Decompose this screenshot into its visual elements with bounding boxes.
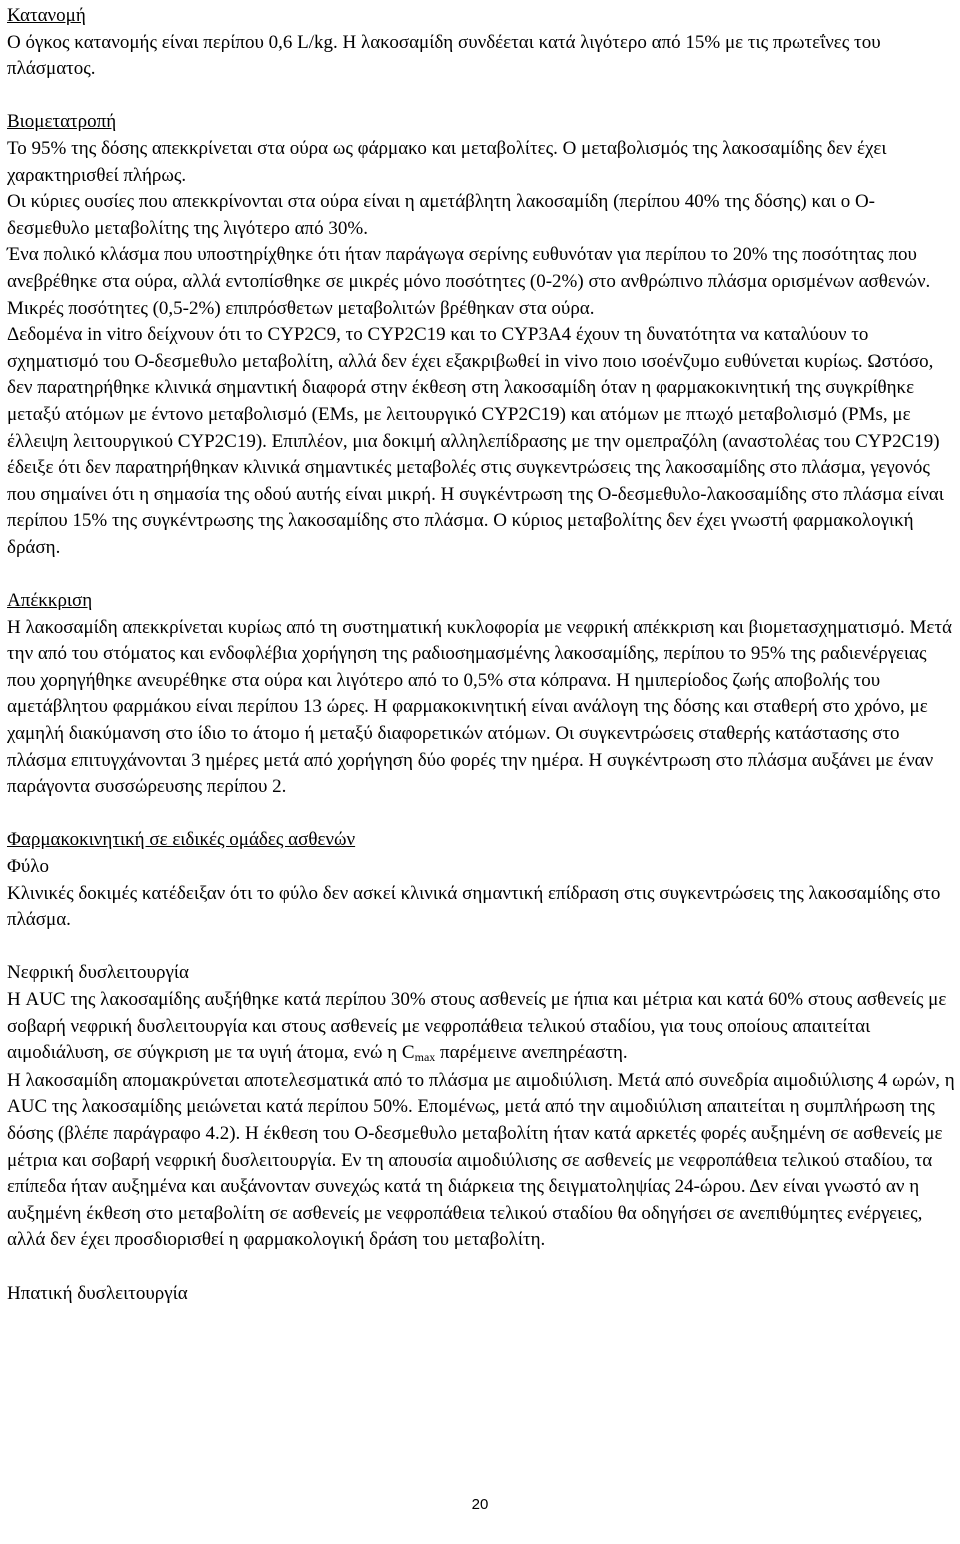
biotransformation-paragraph-3: Ένα πολικό κλάσμα που υποστηρίχθηκε ότι ήταν παράγωγα σερίνης ευθυνόταν για περίπου το 20% της ποσότητας που ανεβρέθηκε στα ούρα, αλλά εντοπίσθηκε σε μικρές μόνο ποσότητες (0-2%) στο ανθρώπινο πλάσμα ορισμένων ασθενών. Μικρές ποσότητες (0,5-2%) επιπρόσθετων μεταβολιτών βρέθηκαν στα ούρα. [7, 244, 931, 319]
distribution-paragraph: Ο όγκος κατανομής είναι περίπου 0,6 L/kg. Η λακοσαμίδη συνδέεται κατά λιγότερο από 15% με τις πρωτεΐνες του πλάσματος. [7, 31, 881, 80]
subheading-renal: Νεφρική δυσλειτουργία [7, 962, 189, 984]
renal-paragraph-1-text: Η AUC της λακοσαμίδης αυξήθηκε κατά περίπου 30% στους ασθενείς με ήπια και μέτρια και κατά 60% στους ασθενείς με σοβαρή νεφρική δυσλειτουργία και στους ασθενείς με νεφροπάθεια τελικού σταδίου, για τους οποίους απαιτείται αιμοδιάλυση, σε σύγκριση με τα υγιή άτομα, ενώ η C [7, 988, 947, 1064]
section-heading-biotransformation: Βιομετατροπή [7, 111, 117, 133]
elimination-paragraph: Η λακοσαμίδη απεκκρίνεται κυρίως από τη συστηματική κυκλοφορία με νεφρική απέκκριση και βιομετασχηματισμό. Μετά την από του στόματος και ενδοφλέβια χορήγηση της ραδιοσημασμένης λακοσαμίδης, περίπου το 95% της ραδιενέργειας που χορηγήθηκε ανευρέθηκε στα ούρα και λιγότερο από το 0,5% στα κόπρανα. Η ημιπερίοδος ζωής αποβολής του αμετάβλητου φαρμάκου είναι περίπου 13 ώρες. Η φαρμακοκινητική είναι ανάλογη της δόσης και σταθερή στο χρόνο, με χαμηλή διακύμανση στο ίδιο το άτομο ή μεταξύ διαφορετικών ατόμων. Οι συγκεντρώσεις σταθερής κατάστασης στο πλάσμα επιτυγχάνονται 3 ημέρες μετά από χορήγηση δύο φορές την ημέρα. Η συγκέντρωση στο πλάσμα αυξάνει με έναν παράγοντα συσσώρευσης περίπου 2. [7, 616, 952, 798]
page-number: 20 [471, 1496, 489, 1513]
biotransformation-paragraph-2: Οι κύριες ουσίες που απεκκρίνονται στα ούρα είναι η αμετάβλητη λακοσαμίδη (περίπου 40% της δόσης) και ο O-δεσμεθυλο μεταβολίτης της λιγότερο από 30%. [7, 191, 875, 239]
biotransformation-paragraph-4: Δεδομένα in vitro δείχνουν ότι το CYP2C9, το CYP2C19 και το CYP3A4 έχουν τη δυνατότητα να καταλύουν το σχηματισμό του O-δεσμεθυλο μεταβολίτη, αλλά δεν έχει εξακριβωθεί in vivo ποιο ισοένζυμο ευθύνεται κυρίως. Ωστόσο, δεν παρατηρήθηκε κλινικά σημαντική διαφορά στην έκθεση στη λακοσαμίδη όταν η φαρμακοκινητική της συγκρίθηκε μεταξύ ατόμων με έντονο μεταβολισμό (EMs, με λειτουργικό CYP2C19) και ατόμων με πτωχό μεταβολισμό (PMs, με έλλειψη λειτουργικού CYP2C19). Επιπλέον, μια δοκιμή αλληλεπίδρασης με την ομεπραζόλη (αναστολέας του CYP2C19) έδειξε ότι δεν παρατηρήθηκαν κλινικά σημαντικές μεταβολές στις συγκεντρώσεις της λακοσαμίδης στο πλάσμα, γεγονός που σημαίνει ότι η σημασία της οδού αυτής είναι μικρή. Η συγκέντρωση της O-δεσμεθυλο-λακοσαμίδης στο πλάσμα είναι περίπου 15% της συγκέντρωσης της λακοσαμίδης στο πλάσμα. Ο κύριος μεταβολίτης δεν έχει γνωστή φαρμακολογική δράση. [7, 324, 944, 558]
gender-paragraph: Κλινικές δοκιμές κατέδειξαν ότι το φύλο δεν ασκεί κλινικά σημαντική επίδραση στις συγκεντρώσεις της λακοσαμίδης στο πλάσμα. [7, 882, 941, 931]
section-heading-special-groups: Φαρμακοκινητική σε ειδικές ομάδες ασθενών [7, 829, 356, 851]
cmax-subscript: max [414, 1050, 436, 1065]
renal-paragraph-1 [7, 987, 955, 1068]
document-page [7, 3, 955, 1307]
section-heading-elimination: Απέκκριση [7, 590, 93, 612]
renal-paragraph-1-tail: παρέμεινε ανεπηρέαστη. [435, 1042, 628, 1064]
subheading-hepatic: Ηπατική δυσλειτουργία [7, 1282, 188, 1304]
biotransformation-paragraph-1: Το 95% της δόσης απεκκρίνεται στα ούρα ως φάρμακο και μεταβολίτες. Ο μεταβολισμός της λακοσαμίδης δεν έχει χαρακτηρισθεί πλήρως. [7, 137, 887, 186]
subheading-gender: Φύλο [7, 856, 50, 877]
section-heading-distribution: Κατανομή [7, 5, 86, 26]
renal-paragraph-2: Η λακοσαμίδη απομακρύνεται αποτελεσματικά από το πλάσμα με αιμοδιύλιση. Μετά από συνεδρία αιμοδιύλισης 4 ωρών, η AUC της λακοσαμίδης μειώνεται κατά περίπου 50%. Επομένως, μετά από την αιμοδιύλιση απαιτείται η συμπλήρωση της δόσης (βλέπε παράγραφο 4.2). Η έκθεση του O-δεσμεθυλο μεταβολίτη ήταν κατά αρκετές φορές αυξημένη σε ασθενείς με μέτρια και σοβαρή νεφρική δυσλειτουργία. Εν τη απουσία αιμοδιύλισης σε ασθενείς με νεφροπάθεια τελικού σταδίου, τα επίπεδα ήταν αυξημένα και αυξάνονταν συνεχώς κατά τη διάρκεια της δειγματοληψίας 24-ώρου. Δεν είναι γνωστό αν η αυξημένη έκθεση στο μεταβολίτη σε ασθενείς με νεφροπάθεια τελικού σταδίου θα οδηγήσει σε ανεπιθύμητες ενέργειες, αλλά δεν έχει προσδιορισθεί η φαρμακολογική δράση του μεταβολίτη. [7, 1069, 955, 1251]
